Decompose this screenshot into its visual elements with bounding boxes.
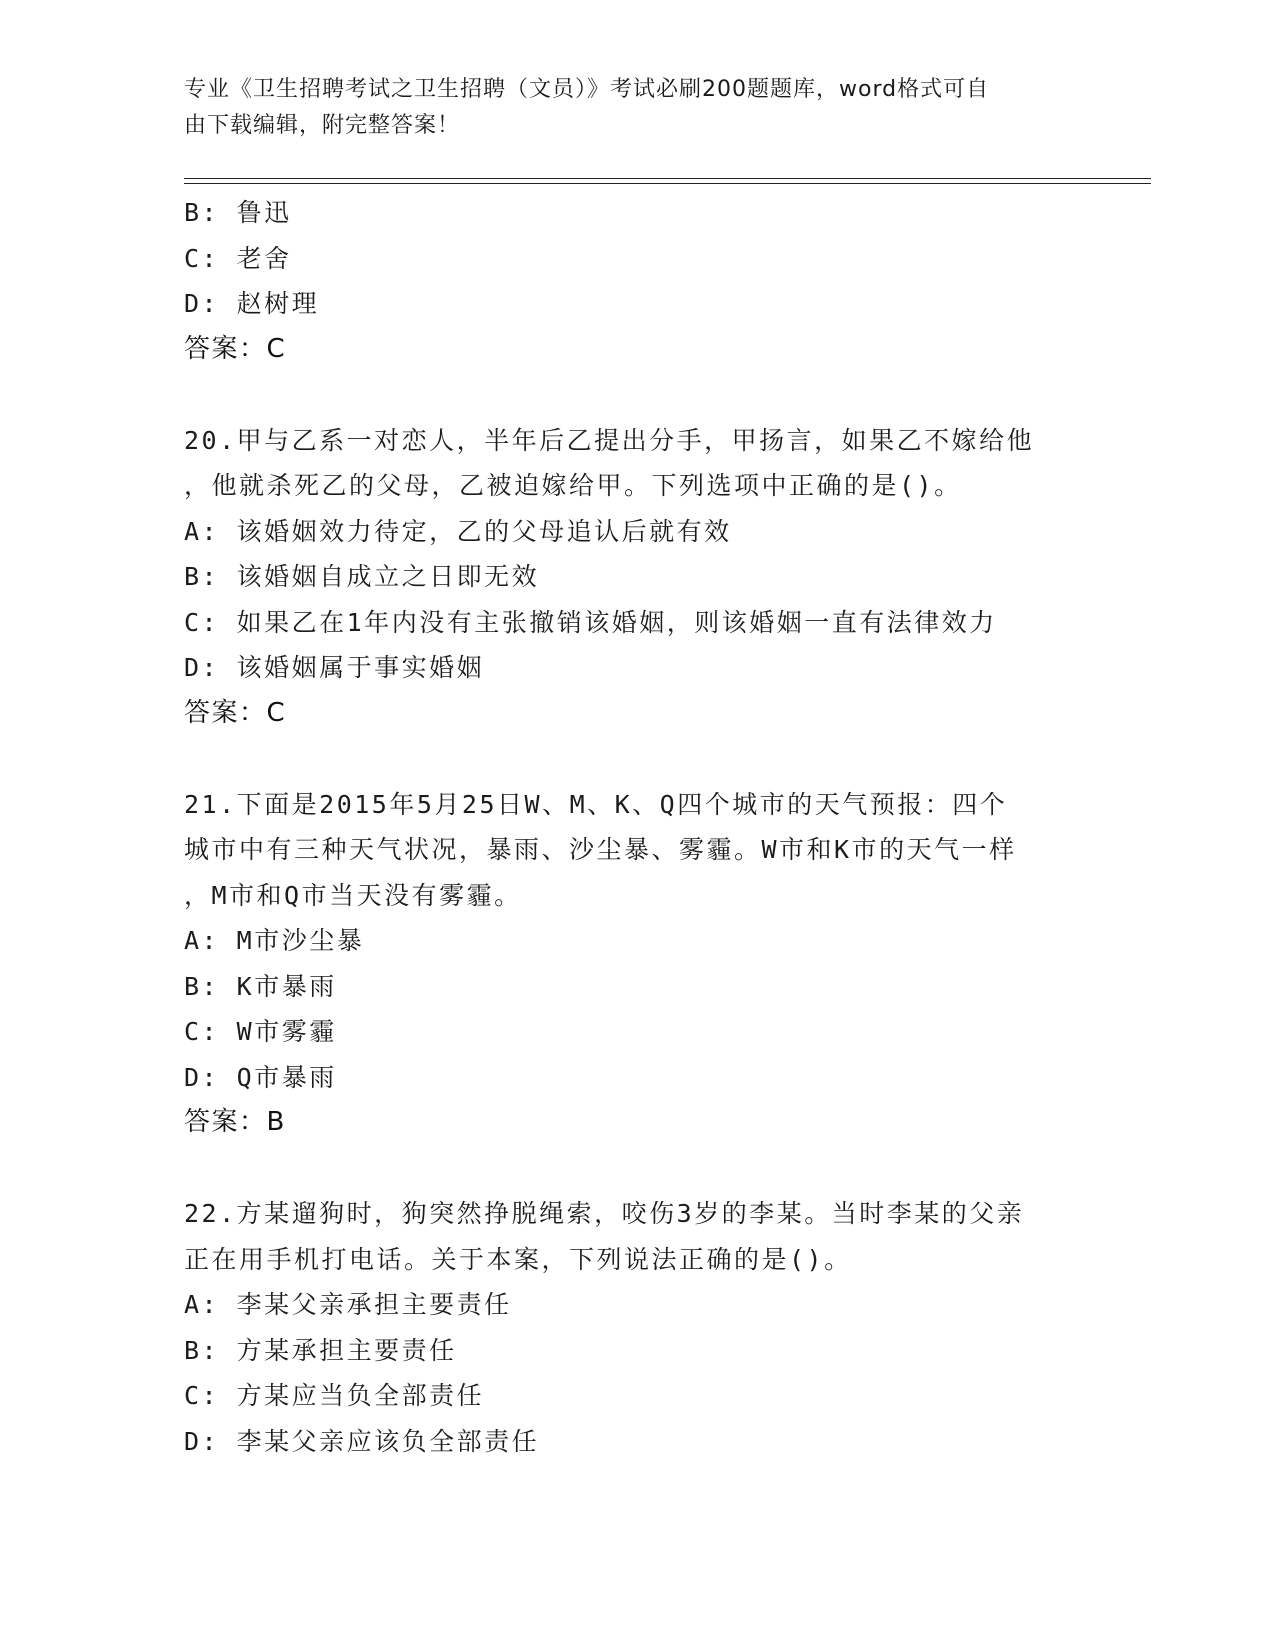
option-a: A: 李某父亲承担主要责任 <box>184 1290 512 1319</box>
question-text-line: 正在用手机打电话。关于本案，下列说法正确的是()。 <box>184 1244 852 1274</box>
header-line-2: 由下载编辑，附完整答案！ <box>184 113 461 138</box>
header-divider-top <box>184 178 1151 179</box>
option-c: C: 如果乙在1年内没有主张撤销该婚姻，则该婚姻一直有法律效力 <box>184 607 997 637</box>
option-d: D: 该婚姻属于事实婚姻 <box>184 653 485 682</box>
option-c: C: 方某应当负全部责任 <box>184 1381 485 1410</box>
option-c: C: W市雾霾 <box>184 1017 337 1046</box>
question-text <box>184 782 1064 919</box>
question-19-tail <box>184 190 1084 372</box>
option-a: A: 该婚姻效力待定，乙的父母追认后就有效 <box>184 516 732 546</box>
option-b: B: K市暴雨 <box>184 971 337 1001</box>
option-d: D: Q市暴雨 <box>184 1062 337 1092</box>
question-text <box>184 1191 1064 1282</box>
spacer <box>184 736 1084 782</box>
answer-line: 答案：C <box>184 333 287 364</box>
question-content <box>184 190 1084 1464</box>
question-text-line: 22.方某遛狗时，狗突然挣脱绳索，咬伤3岁的李某。当时李某的父亲 <box>184 1199 1025 1228</box>
header-line-1: 专业《卫生招聘考试之卫生招聘（文员）》考试必刷200题题库，word格式可自 <box>184 77 990 102</box>
option-b: B: 鲁迅 <box>184 198 292 227</box>
question-21 <box>184 782 1084 1146</box>
question-20 <box>184 418 1084 737</box>
option-b: B: 该婚姻自成立之日即无效 <box>184 562 540 591</box>
option-a: A: M市沙尘暴 <box>184 926 365 955</box>
option-d: D: 赵树理 <box>184 289 320 318</box>
header-divider-bottom <box>184 183 1151 184</box>
question-text-line: 20.甲与乙系一对恋人，半年后乙提出分手，甲扬言，如果乙不嫁给他 <box>184 425 1035 455</box>
question-text-line: ，他就杀死乙的父母，乙被迫嫁给甲。下列选项中正确的是()。 <box>184 471 962 500</box>
spacer <box>184 372 1084 418</box>
option-b: B: 方某承担主要责任 <box>184 1335 457 1365</box>
answer-line: 答案：C <box>184 697 287 728</box>
question-text-line: ，M市和Q市当天没有雾霾。 <box>184 880 522 910</box>
option-c: C: 老舍 <box>184 243 292 273</box>
option-d: D: 李某父亲应该负全部责任 <box>184 1426 540 1456</box>
question-text-line: 21.下面是2015年5月25日W、M、K、Q四个城市的天气预报：四个 <box>184 789 1008 819</box>
question-22 <box>184 1191 1084 1464</box>
question-text-line: 城市中有三种天气状况，暴雨、沙尘暴、雾霾。W市和K市的天气一样 <box>184 835 1017 864</box>
answer-line: 答案：B <box>184 1107 286 1137</box>
spacer <box>184 1146 1084 1192</box>
question-text <box>184 418 1064 509</box>
document-header <box>184 72 1074 144</box>
